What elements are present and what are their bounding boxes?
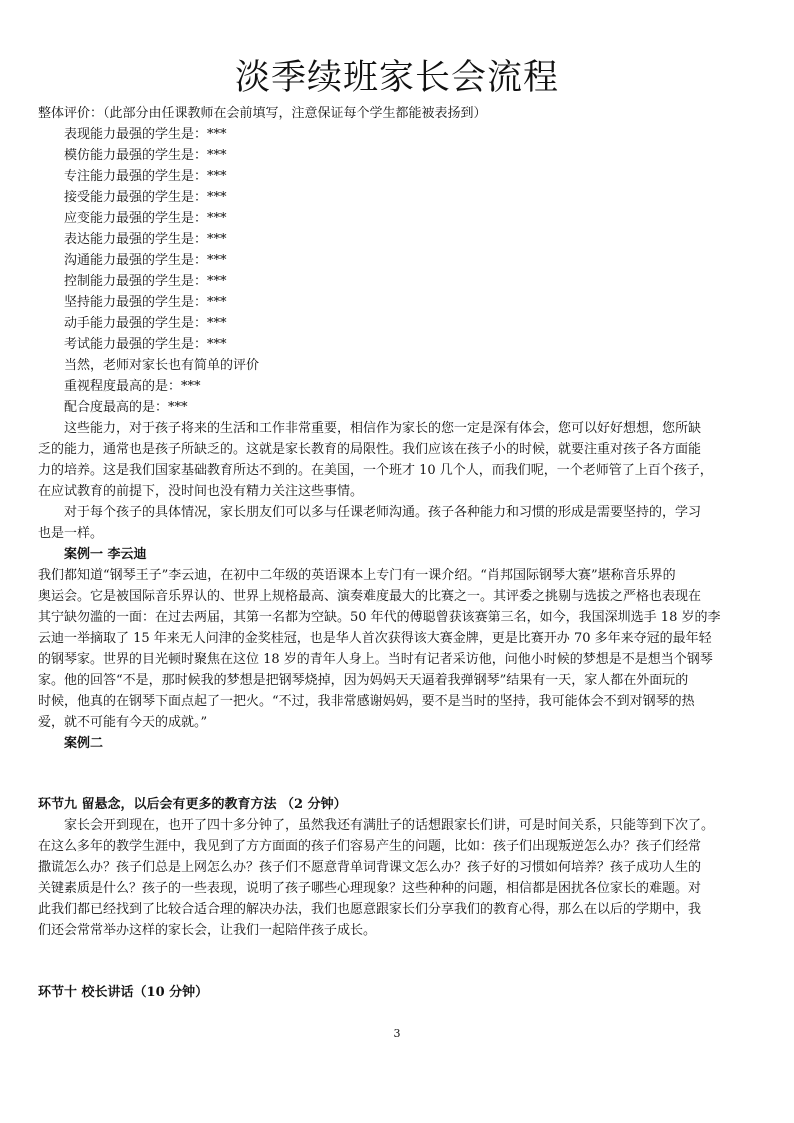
case1-line: 爱，就不可能有今天的成就。” — [38, 715, 208, 730]
parent-item: 配合度最高的是：*** — [64, 400, 188, 415]
section9-line: 家长会开到现在，也开了四十多分钟了，虽然我还有满肚子的话想跟家长们讲，可是时间关系，只能等到下次了。 — [64, 818, 715, 833]
paragraph-line: 也是一样。 — [38, 526, 104, 541]
section9-line: 关键素质是什么？孩子的一些表现，说明了孩子哪些心理现象？这些种种的问题，相信都是困扰各位家长的难题。对 — [38, 881, 702, 896]
ability-item: 接受能力最强的学生是：*** — [64, 190, 227, 205]
case1-line: 的钢琴家。世界的目光顿时聚焦在这位 18 岁的青年人身上。当时有记者采访他，问他小时候的梦想是不是想当个钢琴 — [38, 652, 713, 667]
ability-item: 应变能力最强的学生是：*** — [64, 211, 227, 226]
parent-item: 重视程度最高的是：*** — [64, 379, 201, 394]
paragraph-line: 对于每个孩子的具体情况，家长朋友们可以多与任课老师沟通。孩子各种能力和习惯的形成是需要坚持的，学习 — [64, 505, 702, 520]
intro-line: 整体评价：（此部分由任课教师在会前填写，注意保证每个学生都能被表扬到） — [38, 106, 487, 121]
teacher-comment: 当然，老师对家长也有简单的评价 — [64, 358, 260, 373]
ability-item: 表现能力最强的学生是：*** — [64, 127, 227, 142]
paragraph-line: 在应试教育的前提下，没时间也没有精力关注这些事情。 — [38, 484, 364, 499]
page-number: 3 — [393, 1027, 401, 1040]
case2-heading: 案例二 — [64, 736, 104, 751]
case1-heading: 案例一 李云迪 — [64, 547, 147, 562]
page-title: 淡季续班家长会流程 — [234, 58, 559, 98]
paragraph-line: 乏的能力，通常也是孩子所缺乏的。这就是家长教育的局限性。我们应该在孩子小的时候，就要注重对孩子各方面能 — [38, 442, 702, 457]
case1-line: 我们都知道“钢琴王子”李云迪，在初中二年级的英语课本上专门有一课介绍。“肖邦国际钢琴大赛”堪称音乐界的 — [38, 568, 676, 583]
ability-item: 表达能力最强的学生是：*** — [64, 232, 227, 247]
ability-item: 模仿能力最强的学生是：*** — [64, 148, 227, 163]
paragraph-line: 力的培养。这是我们国家基础教育所达不到的。在美国，一个班才 10 几个人，而我们呢，一个老师管了上百个孩子， — [38, 463, 713, 478]
paragraph-line: 这些能力，对于孩子将来的生活和工作非常重要，相信作为家长的您一定是深有体会，您可以好好想想，您所缺 — [64, 421, 702, 436]
section9-line: 撒谎怎么办？孩子们总是上网怎么办？孩子们不愿意背单词背课文怎么办？孩子好的习惯如何培养？孩子成功人生的 — [38, 860, 702, 875]
ability-item: 沟通能力最强的学生是：*** — [64, 253, 227, 268]
case1-line: 云迪一举摘取了 15 年来无人问津的金奖桂冠，也是华人首次获得该大赛金牌，更是比赛开办 70 多年来夺冠的最年轻 — [38, 631, 712, 646]
case1-line: 家。他的回答“不是，那时候我的梦想是把钢琴烧掉，因为妈妈天天逼着我弹钢琴”结果有一天，家人都在外面玩的 — [38, 673, 689, 688]
ability-item: 控制能力最强的学生是：*** — [64, 274, 227, 289]
section9-heading: 环节九 留悬念，以后会有更多的教育方法 （2 分钟） — [38, 797, 347, 812]
case1-line: 奥运会。它是被国际音乐界认的、世界上规格最高、演奏难度最大的比赛之一。其评委之挑剔与选拔之严格也表现在 — [38, 589, 702, 604]
ability-item: 动手能力最强的学生是：*** — [64, 316, 227, 331]
section9-line: 此我们都已经找到了比较合适合理的解决办法，我们也愿意跟家长们分享我们的教育心得，那么在以后的学期中，我 — [38, 902, 702, 917]
section9-line: 们还会常常举办这样的家长会，让我们一起陪伴孩子成长。 — [38, 923, 377, 938]
ability-item: 考试能力最强的学生是：*** — [64, 337, 227, 352]
section10-heading: 环节十 校长讲话（10 分钟） — [38, 985, 209, 1000]
ability-item: 专注能力最强的学生是：*** — [64, 169, 227, 184]
case1-line: 其宁缺勿滥的一面：在过去两届，其第一名都为空缺。50 年代的傅聪曾获该赛第三名，如今，我国深圳选手 18 岁的李 — [38, 610, 721, 625]
section9-line: 在这么多年的教学生涯中，我见到了方方面面的孩子们容易产生的问题，比如：孩子们出现叛逆怎么办？孩子们经常 — [38, 839, 702, 854]
case1-line: 时候，他真的在钢琴下面点起了一把火。“不过，我非常感谢妈妈，要不是当时的坚持，我可能体会不到对钢琴的热 — [38, 694, 695, 709]
ability-item: 坚持能力最强的学生是：*** — [64, 295, 227, 310]
